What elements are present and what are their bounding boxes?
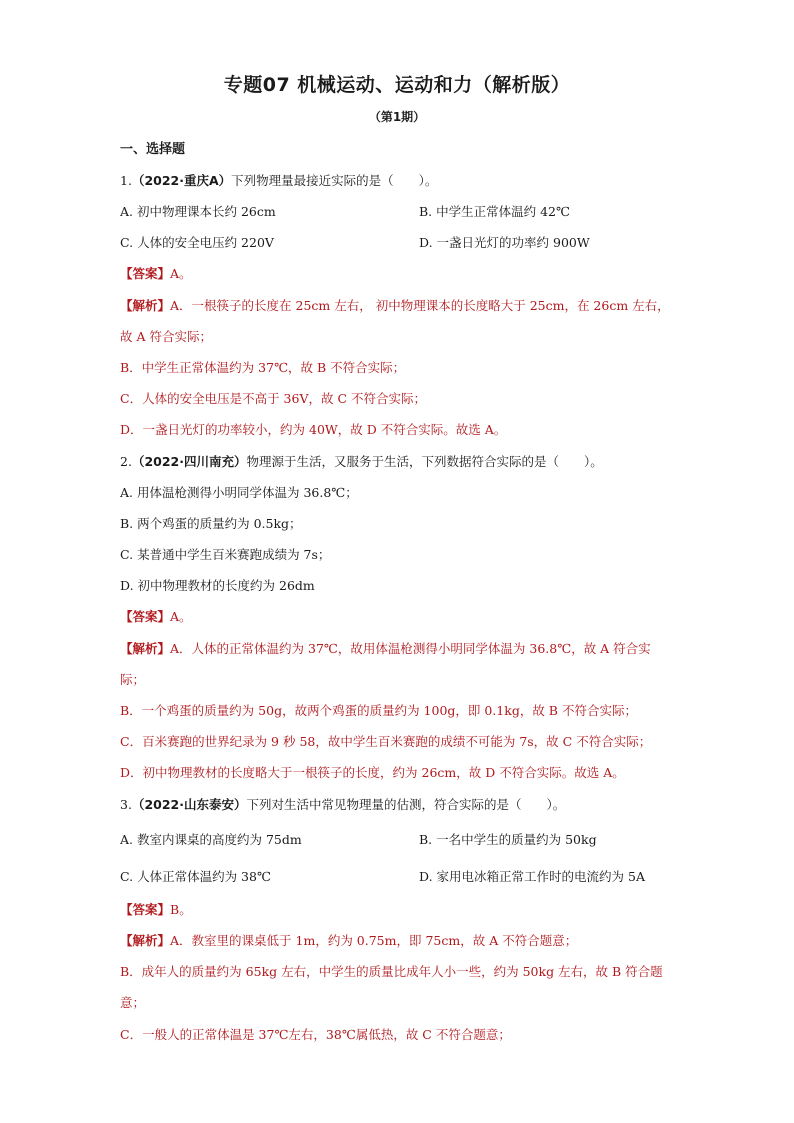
q1-analysis-line-4: C．人体的安全电压是不高于 36V，故 C 不符合实际； (120, 391, 426, 406)
q2-analysis-line-4: C．百米赛跑的世界纪录为 9 秒 58，故中学生百米赛跑的成绩不可能为 7s，故 C 不符合实际； (120, 734, 652, 749)
question-2 (120, 454, 603, 470)
analysis-tag: 【解析】 (120, 298, 171, 313)
q3-option-d: D. 家用电冰箱正常工作时的电流约为 5A (419, 869, 645, 884)
question-stem: 下列对生活中常见物理量的估测，符合实际的是（ ）。 (246, 797, 566, 812)
q1-analysis-line-2: 故 A 符合实际； (120, 329, 212, 344)
q3-analysis-line-1 (120, 933, 577, 949)
question-source: （2022·山东泰安） (131, 797, 247, 812)
analysis-tag: 【解析】 (120, 933, 171, 948)
q2-analysis-line-5: D．初中物理教材的长度略大于一根筷子的长度，约为 26cm，故 D 不符合实际。故选 A。 (120, 765, 625, 780)
q3-option-c: C. 人体正常体温约为 38℃ (120, 869, 271, 884)
answer-value: B。 (170, 902, 192, 917)
answer-tag: 【答案】 (120, 609, 171, 624)
q2-answer (120, 609, 192, 625)
q3-answer (120, 902, 192, 918)
q3-option-b: B. 一名中学生的质量约为 50kg (419, 832, 597, 847)
question-1 (120, 173, 437, 189)
analysis-text: A．一根筷子的长度在 25cm 左右， 初中物理课本的长度略大于 25cm，在 26cm 左右， (170, 298, 670, 313)
q2-analysis-line-2: 际； (120, 672, 146, 687)
q3-analysis-line-3: 意； (120, 995, 146, 1010)
question-3 (120, 797, 565, 813)
answer-tag: 【答案】 (120, 902, 171, 917)
q1-answer (120, 266, 192, 282)
question-source: （2022·四川南充） (131, 454, 247, 469)
q2-analysis-line-3: B．一个鸡蛋的质量约为 50g，故两个鸡蛋的质量约为 100g，即 0.1kg，故 B 不符合实际； (120, 703, 637, 718)
q1-analysis-line-1 (120, 298, 670, 314)
q3-analysis-line-4: C．一般人的正常体温是 37℃左右，38℃属低热，故 C 不符合题意； (120, 1027, 511, 1042)
question-number: 2. (120, 454, 132, 469)
q3-analysis-line-2: B．成年人的质量约为 65kg 左右，中学生的质量比成年人小一些，约为 50kg 左右，故 B 符合题 (120, 964, 663, 979)
q1-option-d: D. 一盏日光灯的功率约 900W (419, 235, 590, 250)
q2-option-a: A. 用体温枪测得小明同学体温为 36.8℃； (120, 485, 358, 500)
q1-option-a: A. 初中物理课本长约 26cm (120, 204, 276, 219)
q2-option-b: B. 两个鸡蛋的质量约为 0.5kg； (120, 516, 302, 531)
question-stem: 物理源于生活，又服务于生活，下列数据符合实际的是（ ）。 (246, 454, 603, 469)
section-title: 一、选择题 (120, 142, 186, 157)
analysis-text: A．教室里的课桌低于 1m，约为 0.75m，即 75cm，故 A 不符合题意； (170, 933, 578, 948)
q1-analysis-line-3: B．中学生正常体温约为 37℃，故 B 不符合实际； (120, 360, 406, 375)
analysis-tag: 【解析】 (120, 641, 171, 656)
question-stem: 下列物理量最接近实际的是（ ）。 (231, 173, 438, 188)
q2-analysis-line-1 (120, 641, 651, 657)
question-number: 1. (120, 173, 132, 188)
q1-analysis-line-5: D．一盏日光灯的功率较小，约为 40W，故 D 不符合实际。故选 A。 (120, 422, 507, 437)
question-source: （2022·重庆A） (131, 173, 232, 188)
q1-option-b: B. 中学生正常体温约 42℃ (419, 204, 570, 219)
answer-tag: 【答案】 (120, 266, 171, 281)
q2-option-d: D. 初中物理教材的长度约为 26dm (120, 578, 315, 593)
q1-option-c: C. 人体的安全电压约 220V (120, 235, 274, 250)
issue-label: （第1期） (368, 110, 426, 124)
q3-option-a: A. 教室内课桌的高度约为 75dm (120, 832, 302, 847)
answer-value: A。 (170, 266, 192, 281)
analysis-text: A．人体的正常体温约为 37℃，故用体温枪测得小明同学体温为 36.8℃，故 A 符合实 (170, 641, 651, 656)
question-number: 3. (120, 797, 132, 812)
page-title: 专题07 机械运动、运动和力（解析版） (223, 74, 571, 96)
answer-value: A。 (170, 609, 192, 624)
q2-option-c: C. 某普通中学生百米赛跑成绩为 7s； (120, 547, 331, 562)
